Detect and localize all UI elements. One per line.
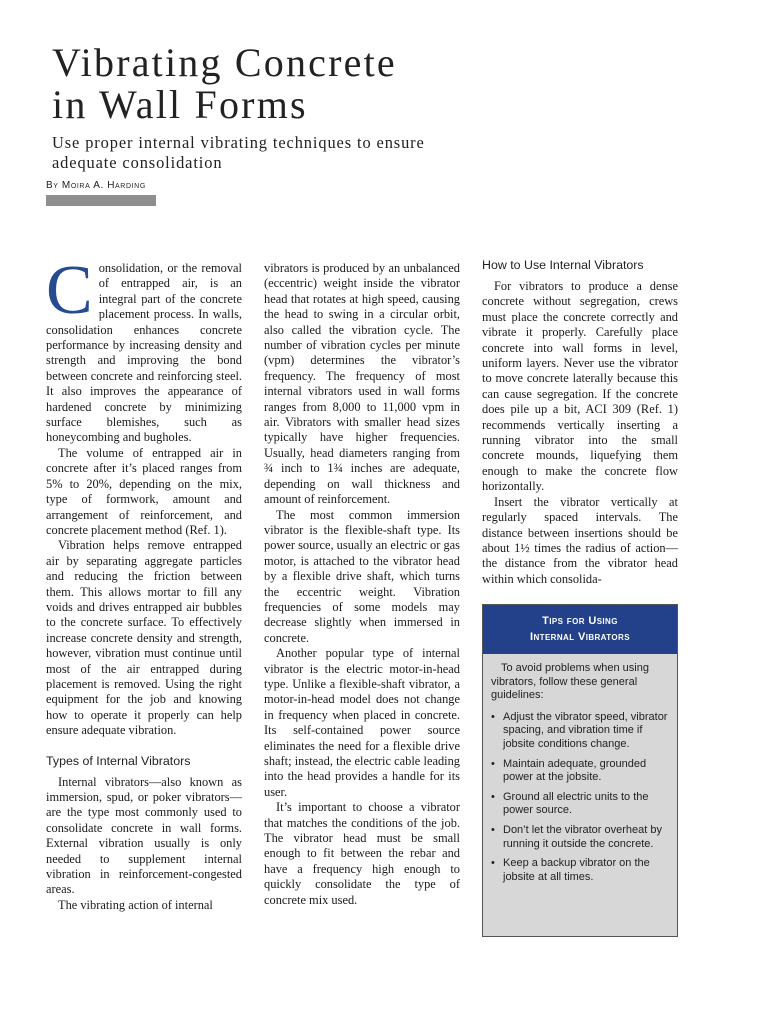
- paragraph: The most common immersion vibrator is the flexible-shaft type. Its power source, usually an electric or gas motor, is attached to the vibrator head by a flexible drive shaft, which turns the eccentric weight. Vibration frequencies of some models may decrease slightly when immersed in concrete.: [264, 507, 460, 645]
- paragraph: Insert the vibrator vertically at regularly spaced intervals. The distance between insertions should be about 1½ times the radius of action—the distance from the vibrator head within which consolida-: [482, 494, 678, 586]
- drop-cap: C: [46, 252, 93, 329]
- paragraph: Vibration helps remove entrapped air by separating aggregate particles and reducing the friction between them. This allows mortar to fill any voids and drives entrapped air bubbles to the concrete surface. To effectively increase concrete density and strength, however, vibration must continue until most of the air entrapped during placement is removed. Using the right equipment for the job and knowing how to operate it properly can help ensure adequate vibration.: [46, 538, 242, 738]
- tip-text: Keep a backup vibrator on the jobsite at all times.: [503, 857, 650, 883]
- paragraph: The vibrating action of internal: [58, 897, 213, 912]
- paragraph: onsolidation, or the removal of entrapped air, is an integral part of the concrete placement process. In walls, consolidation enhances concrete performance by increasing density and strength and improving the bond between concrete and reinforcing steel. It also improves the appearance of hardened concrete by minimizing surface blemishes, such as honeycombing and bugholes.: [46, 261, 242, 445]
- tip-item: [491, 857, 669, 884]
- bullet-icon: •: [491, 757, 495, 770]
- title-line-2: in Wall Forms: [52, 82, 308, 127]
- tip-text: Ground all electric units to the power source.: [503, 790, 649, 817]
- tip-item: [491, 791, 669, 818]
- article-subtitle: Use proper internal vibrating techniques to ensure adequate consolidation: [52, 133, 425, 172]
- tip-text: Don’t let the vibrator overheat by running it outside the concrete.: [503, 823, 662, 850]
- bullet-icon: •: [491, 790, 495, 803]
- column-1: [46, 252, 242, 913]
- byline-divider-bar: [46, 195, 156, 206]
- paragraph: Another popular type of internal vibrator is the electric motor-in-head type. Unlike a flexible-shaft vibrator, a motor-in-head model does not change in frequency when placed in concrete. Its self-contained power source eliminates the need for a flexible drive shaft; instead, the electric cable leading into the head provides a handle for its user.: [264, 646, 460, 799]
- paragraph: It’s important to choose a vibrator that matches the conditions of the job. The vibrator head must be small enough to fit between the rebar and have a frequency high enough to quickly consolidate the type of concrete mix used.: [264, 800, 460, 907]
- sidebar-title-line-2: Internal Vibrators: [530, 631, 630, 643]
- tip-item: [491, 711, 669, 752]
- section-heading-how-to: How to Use Internal Vibrators: [482, 258, 644, 272]
- column-3: [482, 257, 678, 587]
- sidebar-body: [483, 654, 677, 884]
- tip-item: [491, 758, 669, 785]
- paragraph: The volume of entrapped air in concrete after it’s placed ranges from 5% to 20%, depending on the mix, type of formwork, amount and arrangement of reinforcement, and concrete placement method (Ref. 1).: [46, 445, 242, 537]
- tips-sidebar: [482, 604, 678, 937]
- tip-item: [491, 824, 669, 851]
- paragraph: vibrators is produced by an unbalanced (eccentric) weight inside the vibrator head that rotates at high speed, causing the head to swing in a circular orbit, also called the vibration cycle. The number of vibration cycles per minute (vpm) determines the vibrator’s frequency. The frequency of most internal vibrators used in wall forms ranges from 8,000 to 11,000 vpm in air. Vibrators with smaller head sizes typically have higher frequencies. Usually, head diameters ranging from ¾ inch to 1¾ inches are adequate, depending on wall thickness and amount of reinforcement.: [264, 261, 460, 507]
- paragraph: Internal vibrators—also known as immersion, spud, or poker vibrators—are the type most commonly used to consolidate concrete in wall forms. External vibration usually is only needed to supplement internal vibration in reinforcement-congested areas.: [46, 774, 242, 897]
- bullet-icon: •: [491, 710, 495, 723]
- paragraph: For vibrators to produce a dense concrete without segregation, crews must place the concrete correctly and vibrate it properly. Carefully place concrete into wall forms in level, uniform layers. Never use the vibrator to move concrete laterally because this can cause segregation. If the concrete does pile up a bit, ACI 309 (Ref. 1) recommends vertically inserting a running vibrator into the small concrete mounds, liquefying them enough to make the concrete flow horizontally.: [482, 279, 678, 494]
- tip-text: Maintain adequate, grounded power at the jobsite.: [503, 757, 647, 784]
- article-title: [52, 42, 652, 126]
- tips-list: [491, 711, 669, 885]
- byline: By Moira A. Harding: [46, 180, 146, 191]
- section-heading-types: Types of Internal Vibrators: [46, 753, 191, 768]
- sidebar-title: [483, 605, 677, 654]
- sidebar-intro: To avoid problems when using vibrators, follow these general guidelines:: [491, 662, 649, 702]
- sidebar-title-line-1: Tips for Using: [542, 615, 618, 627]
- bullet-icon: •: [491, 823, 495, 836]
- tip-text: Adjust the vibrator speed, vibrator spacing, and vibration time if jobsite conditions change.: [503, 710, 668, 750]
- title-line-1: Vibrating Concrete: [52, 40, 397, 85]
- column-2: [264, 261, 460, 908]
- bullet-icon: •: [491, 857, 495, 870]
